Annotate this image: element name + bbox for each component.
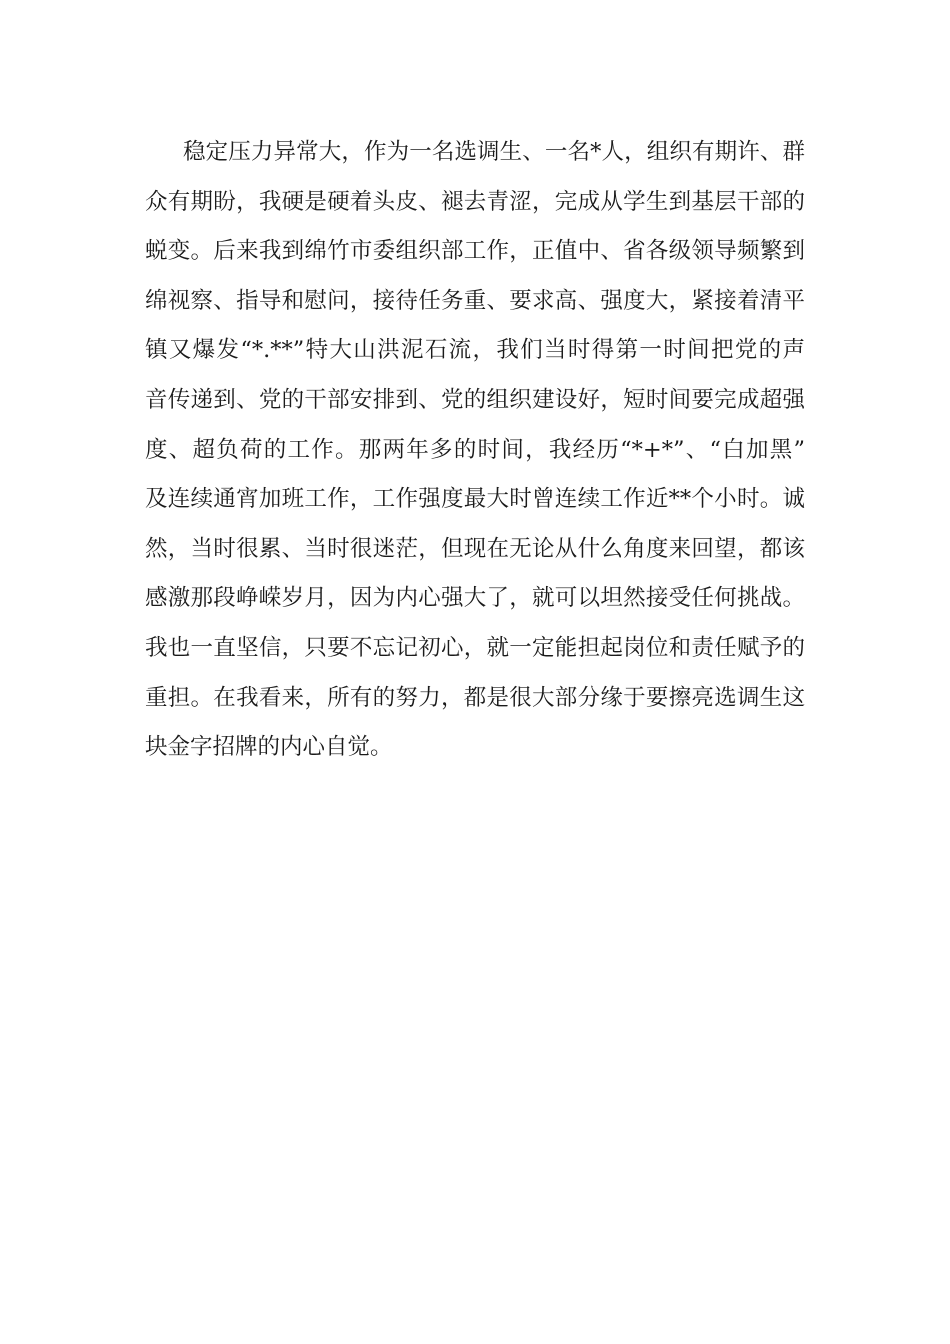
- paragraph-line-10: 感激那段峥嵘岁月，因为内心强大了，就可以坦然接受任何挑战。: [145, 585, 805, 612]
- paragraph-line-13: 块金字招牌的内心自觉。: [145, 734, 393, 761]
- paragraph-line-5: 镇又爆发“*.**”特大山洪泥石流，我们当时得第一时间把党的声: [145, 337, 805, 364]
- paragraph-line-7: 度、超负荷的工作。那两年多的时间，我经历“*+*”、“白加黑”: [145, 436, 805, 463]
- paragraph-line-8: 及连续通宵加班工作，工作强度最大时曾连续工作近**个小时。诚: [145, 486, 805, 513]
- body-paragraph: [145, 128, 805, 773]
- paragraph-line-12: 重担。在我看来，所有的努力，都是很大部分缘于要擦亮选调生这: [145, 684, 805, 711]
- paragraph-line-2: 众有期盼，我硬是硬着头皮、褪去青涩，完成从学生到基层干部的: [145, 188, 805, 215]
- paragraph-line-4: 绵视察、指导和慰问，接待任务重、要求高、强度大，紧接着清平: [145, 287, 805, 314]
- paragraph-line-11: 我也一直坚信，只要不忘记初心，就一定能担起岗位和责任赋予的: [145, 634, 805, 661]
- paragraph-line-6: 音传递到、党的干部安排到、党的组织建设好，短时间要完成超强: [145, 386, 805, 413]
- paragraph-line-3: 蜕变。后来我到绵竹市委组织部工作，正值中、省各级领导频繁到: [145, 238, 805, 265]
- paragraph-line-1: 稳定压力异常大，作为一名选调生、一名*人，组织有期许、群: [183, 139, 805, 165]
- paragraph-line-9: 然，当时很累、当时很迷茫，但现在无论从什么角度来回望，都该: [145, 535, 805, 562]
